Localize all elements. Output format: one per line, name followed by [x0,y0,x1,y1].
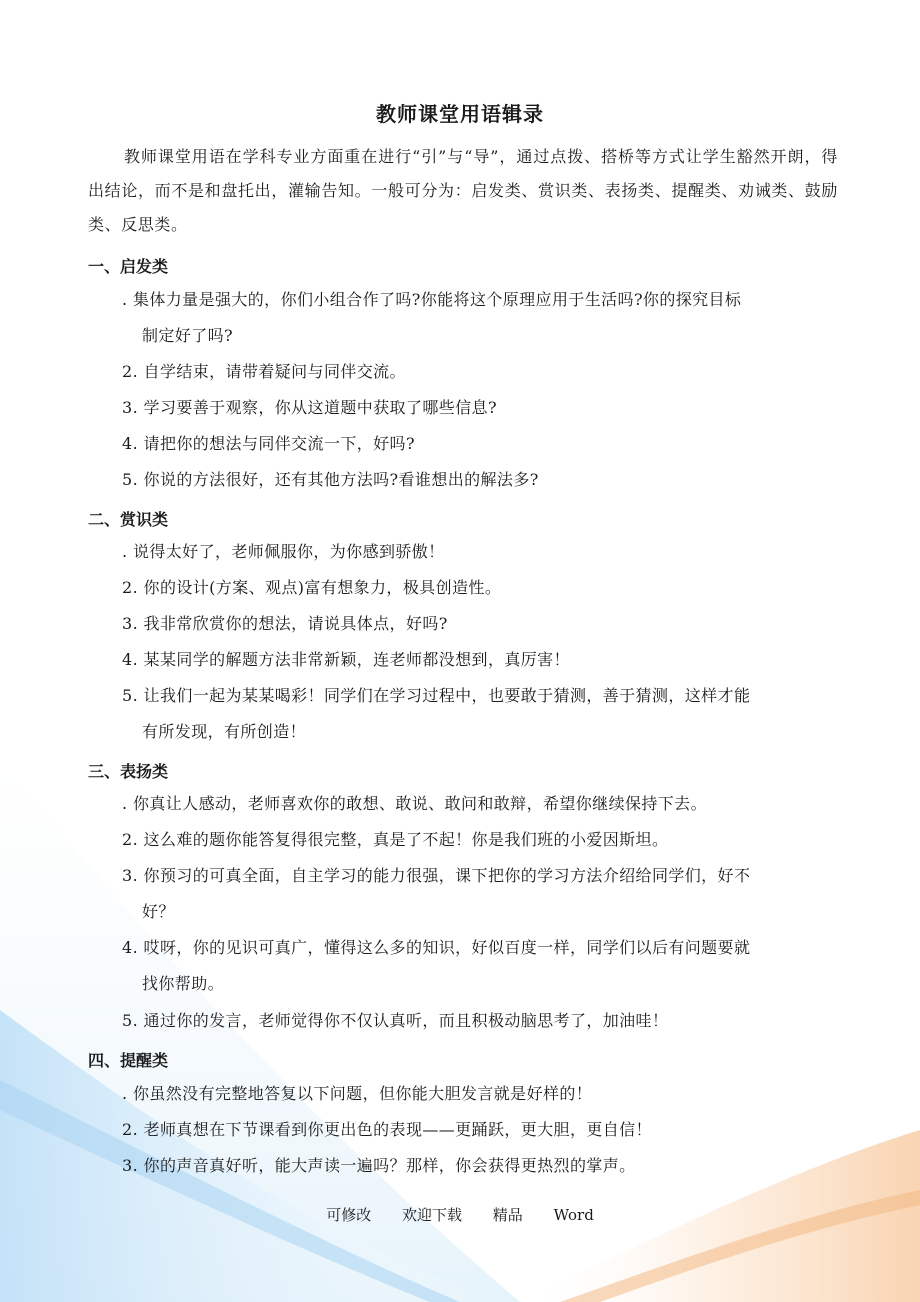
list-item-text: . 集体力量是强大的，你们小组合作了吗?你能将这个原理应用于生活吗?你的探究目标 [122,290,742,309]
section-heading-1: 一、启发类 [88,257,169,276]
footer-welcome-download: 欢迎下载 [402,1206,463,1224]
section-heading-2: 二、赏识类 [88,510,169,529]
list-item: 2. 你的设计(方案、观点)富有想象力，极具创造性。 [122,578,502,597]
list-item: . 说得太好了，老师佩服你，为你感到骄傲！ [122,542,445,561]
section-heading-3: 三、表扬类 [88,762,169,781]
list-item: 5. 通过你的发言，老师觉得你不仅认真听，而且积极动脑思考了，加油哇！ [122,1011,669,1030]
intro-paragraph: 教师课堂用语在学科专业方面重在进行“引”与“导”，通过点拨、搭桥等方式让学生豁然开朗，得出结论，而不是和盘托出，灌输告知。一般可分为：启发类、赏识类、表扬类、提醒类、劝诫类、鼓励类、反思类。 [88,147,838,234]
list-item-text: 3. 你预习的可真全面，自主学习的能力很强，课下把你的学习方法介绍给同学们，好不 [122,866,751,885]
list-item-continuation: 好？ [142,902,175,921]
list-item-text: 5. 让我们一起为某某喝彩！同学们在学习过程中，也要敢于猜测，善于猜测，这样才能 [122,686,751,705]
list-item: 2. 自学结束，请带着疑问与同伴交流。 [122,362,406,381]
list-item-continuation: 找你帮助。 [142,974,225,993]
list-item: 4. 某某同学的解题方法非常新颖，连老师都没想到，真厉害！ [122,650,570,669]
list-item [122,930,832,1002]
page-footer [0,1204,920,1225]
list-item: 3. 你的声音真好听，能大声读一遍吗？那样，你会获得更热烈的掌声。 [122,1156,636,1175]
list-item [122,858,832,930]
list-item: 5. 你说的方法很好，还有其他方法吗?看谁想出的解法多? [122,470,539,489]
footer-editable: 可修改 [326,1206,372,1224]
list-item-continuation: 制定好了吗? [142,326,233,345]
list-item: . 你虽然没有完整地答复以下问题，但你能大胆发言就是好样的！ [122,1084,593,1103]
list-item: 2. 老师真想在下节课看到你更出色的表现——更踊跃，更大胆，更自信！ [122,1120,652,1139]
list-item [122,678,832,750]
list-item: 3. 学习要善于观察，你从这道题中获取了哪些信息? [122,398,497,417]
list-item-continuation: 有所发现，有所创造！ [142,722,307,741]
list-item: 2. 这么难的题你能答复得很完整，真是了不起！你是我们班的小爱因斯坦。 [122,830,669,849]
list-item-text: 4. 哎呀，你的见识可真广，懂得这么多的知识，好似百度一样，同学们以后有问题要就 [122,938,751,957]
list-item: . 你真让人感动，老师喜欢你的敢想、敢说、敢问和敢辩，希望你继续保持下去。 [122,794,707,813]
document-title: 教师课堂用语辑录 [376,102,544,126]
footer-premium: 精品 [492,1206,523,1224]
section-heading-4: 四、提醒类 [88,1051,169,1070]
list-item: 3. 我非常欣赏你的想法，请说具体点，好吗? [122,614,448,633]
footer-word: Word [553,1206,594,1224]
list-item [122,282,832,354]
list-item: 4. 请把你的想法与同伴交流一下，好吗? [122,434,415,453]
